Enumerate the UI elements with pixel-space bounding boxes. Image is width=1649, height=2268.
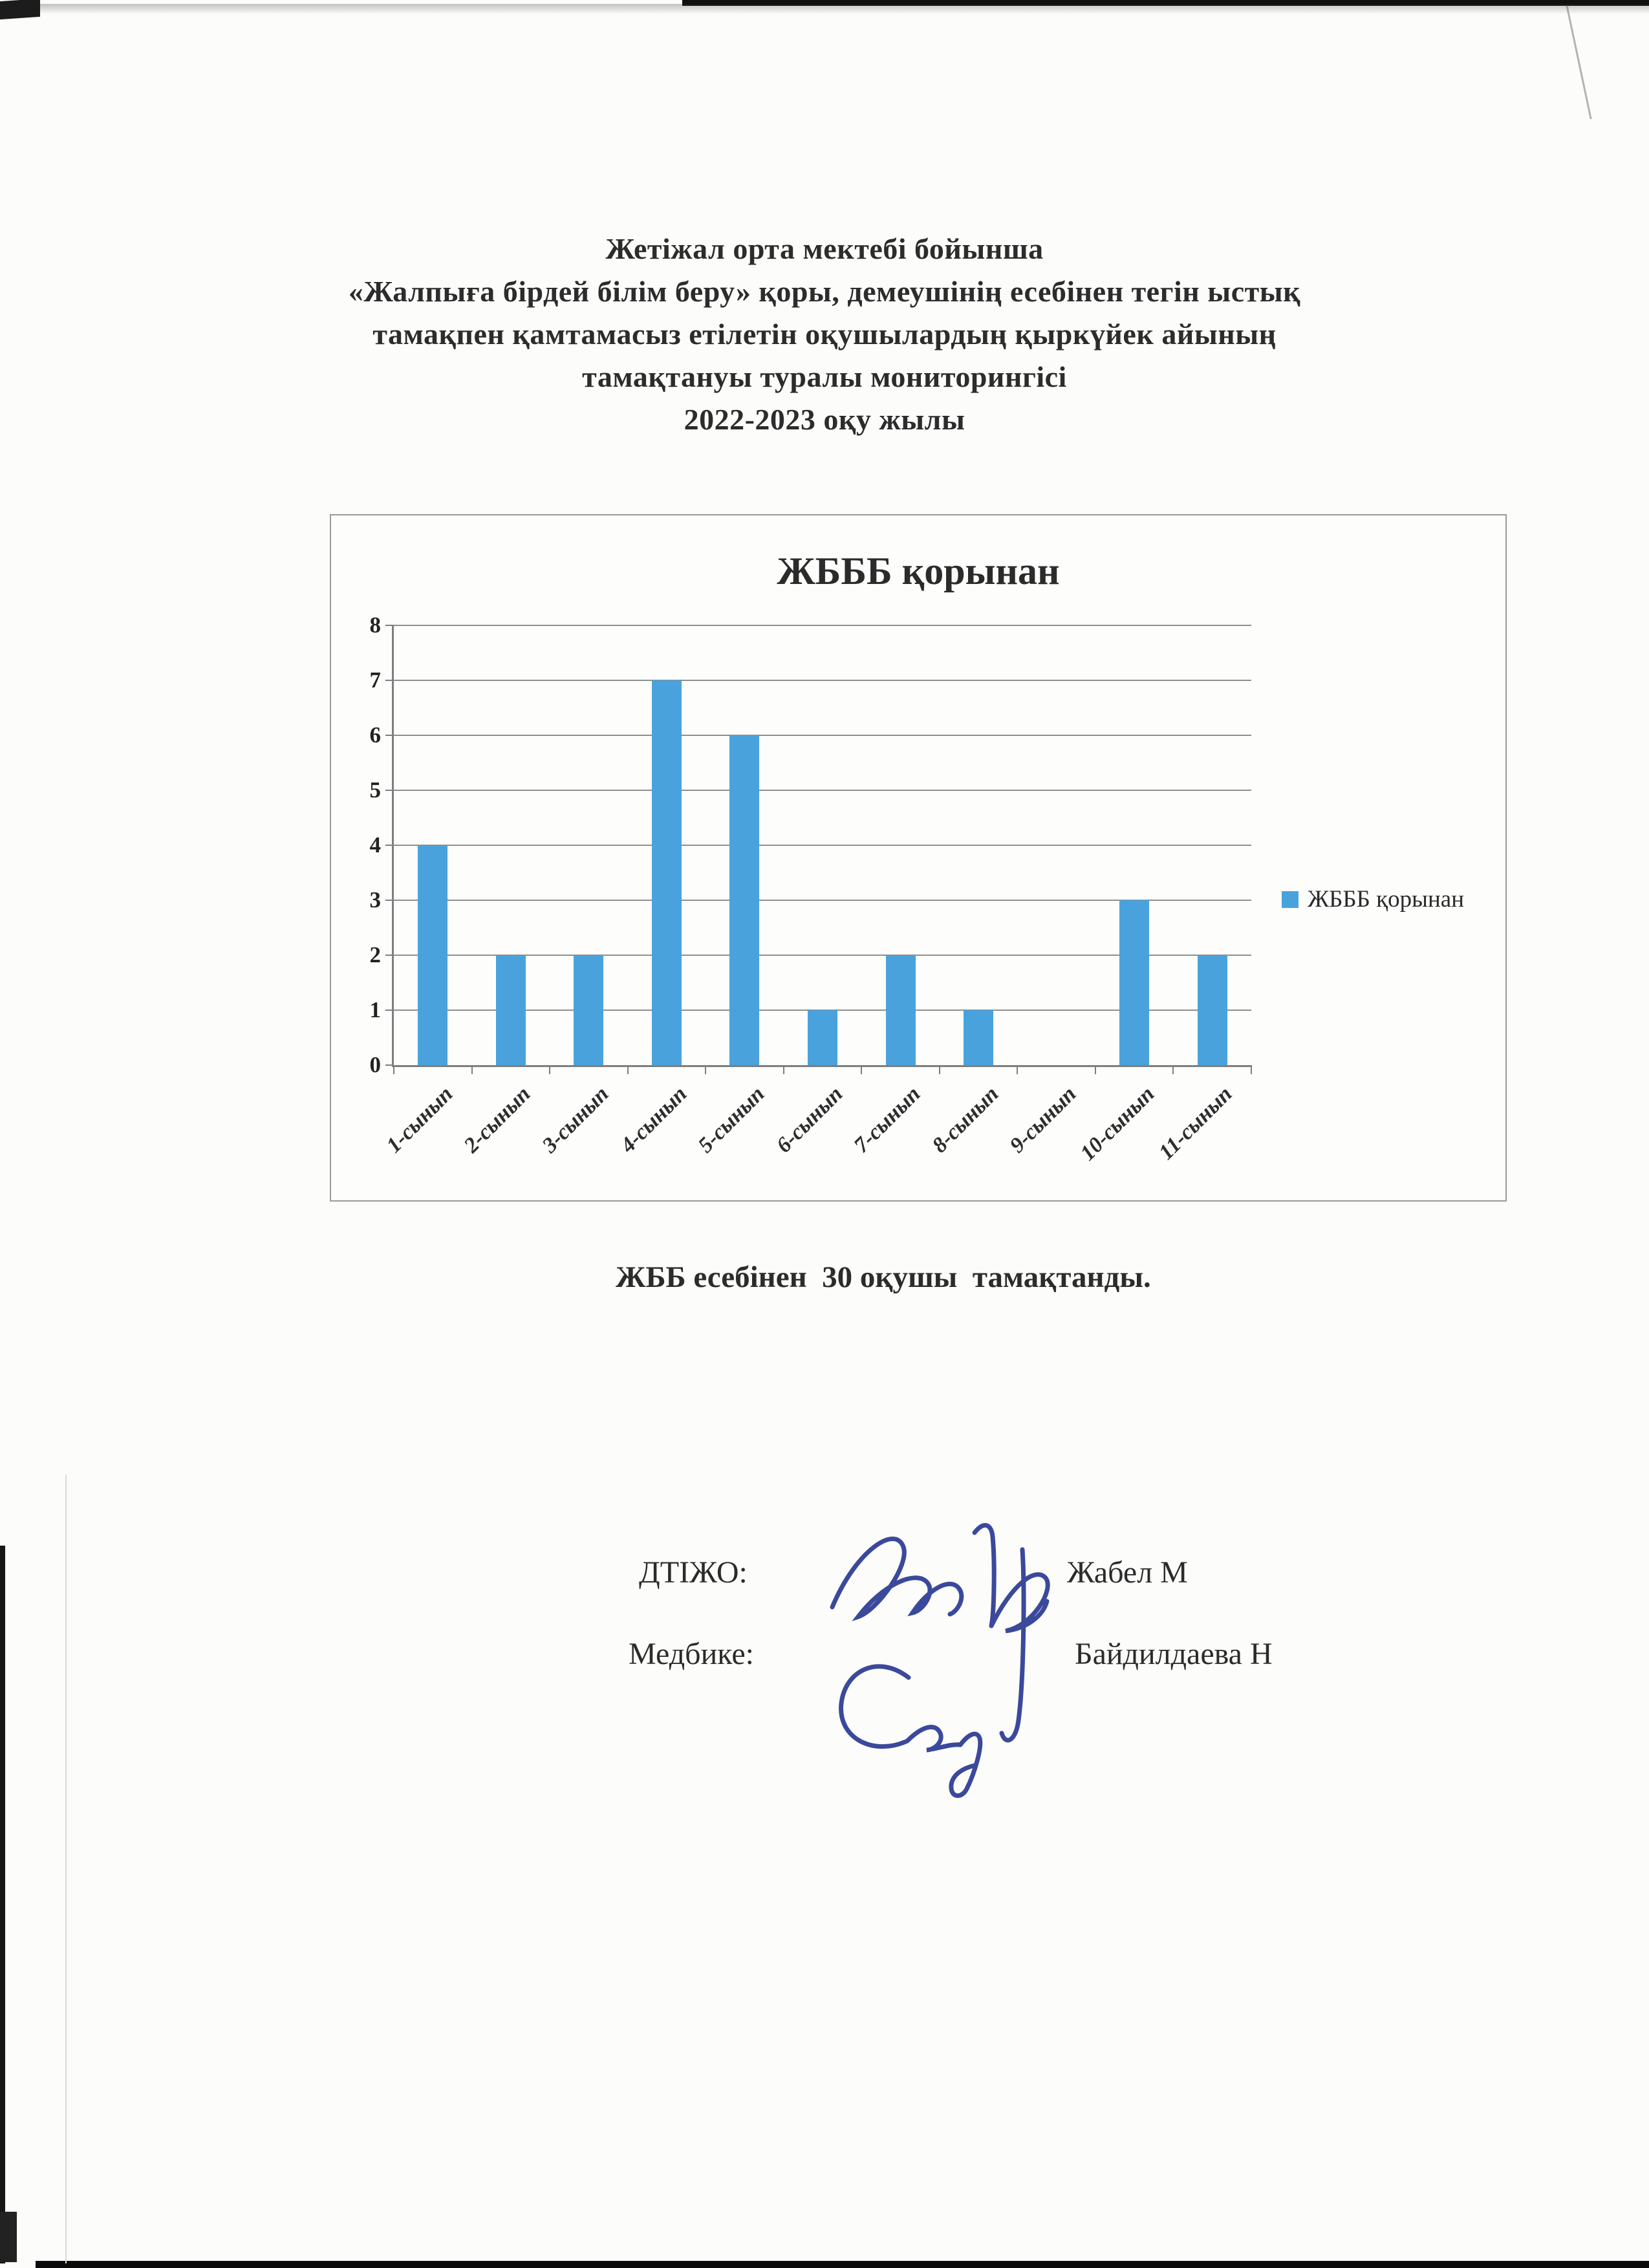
- title-line-4: тамақтануы туралы мониторингісі: [582, 360, 1067, 393]
- bar-7-сынып: [886, 955, 916, 1065]
- x-axis-label-3-сынып: 3-сынып: [537, 1082, 614, 1158]
- y-axis-label-1: 1: [369, 997, 381, 1022]
- gridline-y-4: [394, 845, 1251, 846]
- document-title: [0, 228, 1649, 441]
- y-axis-tick-5: [385, 790, 394, 791]
- x-axis-tick-4: [705, 1065, 706, 1074]
- bar-1-сынып: [418, 845, 447, 1065]
- x-axis-tick-1: [471, 1065, 473, 1074]
- legend-label: ЖБББ қорынан: [1308, 886, 1464, 913]
- x-axis-label-11-сынып: 11-сынып: [1154, 1082, 1237, 1165]
- x-axis-tick-8: [1017, 1065, 1018, 1074]
- x-axis-label-2-сынып: 2-сынып: [460, 1082, 536, 1158]
- x-axis-label-7-сынып: 7-сынып: [849, 1082, 925, 1158]
- bar-5-сынып: [729, 735, 759, 1065]
- x-axis-label-4-сынып: 4-сынып: [616, 1082, 692, 1158]
- x-axis-label-1-сынып: 1-сынып: [382, 1082, 458, 1158]
- y-axis-label-8: 8: [369, 612, 381, 638]
- x-axis-tick-0: [393, 1065, 394, 1074]
- y-axis-tick-6: [385, 735, 394, 736]
- y-axis-label-7: 7: [369, 667, 381, 693]
- legend-swatch-icon: [1282, 891, 1299, 908]
- y-axis-tick-7: [385, 680, 394, 681]
- x-axis-tick-11: [1251, 1065, 1252, 1074]
- y-axis-label-4: 4: [369, 832, 381, 858]
- scan-edge-top-shadow: [39, 4, 1649, 14]
- bar-10-сынып: [1119, 900, 1149, 1065]
- y-axis-label-0: 0: [369, 1052, 381, 1077]
- y-axis-tick-8: [385, 625, 394, 626]
- handwritten-signature-2: [812, 1636, 1031, 1804]
- gridline-y-7: [394, 680, 1251, 681]
- scan-edge-left: [0, 1546, 5, 2263]
- bar-4-сынып: [652, 680, 682, 1065]
- title-line-3: тамақпен қамтамасыз етілетін оқушылардың қыркүйек айының: [372, 318, 1277, 351]
- y-axis-label-2: 2: [369, 942, 381, 967]
- y-axis-label-3: 3: [369, 887, 381, 913]
- x-axis-tick-6: [861, 1065, 862, 1074]
- chart-legend: [1282, 885, 1464, 913]
- x-axis-label-8-сынып: 8-сынып: [927, 1082, 1004, 1158]
- x-axis-tick-9: [1095, 1065, 1096, 1074]
- x-axis-tick-2: [549, 1065, 550, 1074]
- x-axis-tick-10: [1172, 1065, 1174, 1074]
- y-axis-tick-4: [385, 845, 394, 846]
- x-axis-label-5-сынып: 5-сынып: [693, 1082, 770, 1158]
- x-axis-tick-3: [627, 1065, 629, 1074]
- bar-11-сынып: [1198, 955, 1227, 1065]
- note-text: ЖББ есебінен 30 оқушы тамақтанды.: [616, 1260, 1151, 1294]
- x-axis-tick-5: [783, 1065, 784, 1074]
- y-axis-tick-2: [385, 955, 394, 956]
- page-fold-line: [65, 1474, 67, 2263]
- x-axis-tick-7: [939, 1065, 940, 1074]
- bar-2-сынып: [496, 955, 526, 1065]
- title-line-1: Жетіжал орта мектебі бойынша: [605, 232, 1044, 265]
- gridline-y-8: [394, 625, 1251, 626]
- x-axis-label-6-сынып: 6-сынып: [771, 1082, 848, 1158]
- chart-plot-area: [369, 612, 1251, 1165]
- x-axis-label-9-сынып: 9-сынып: [1005, 1082, 1081, 1158]
- bar-3-сынып: [574, 955, 603, 1065]
- title-line-2: «Жалпыға бірдей білім беру» қоры, демеушінің есебінен тегін ыстық: [348, 275, 1301, 308]
- y-axis-label-5: 5: [369, 777, 381, 803]
- y-axis-tick-1: [385, 1010, 394, 1011]
- y-axis-tick-3: [385, 900, 394, 901]
- scan-edge-bottom: [36, 2261, 1649, 2268]
- signature-row-1-label: ДТІЖО:: [639, 1555, 748, 1590]
- x-axis-label-10-сынып: 10-сынып: [1075, 1082, 1159, 1165]
- bar-6-сынып: [808, 1010, 837, 1065]
- signature-row-1-name: Жабел М: [1067, 1555, 1188, 1590]
- scan-crease-line: [1566, 5, 1591, 120]
- title-line-5: 2022-2023 оқу жылы: [684, 403, 965, 436]
- gridline-y-6: [394, 735, 1251, 736]
- y-axis-label-6: 6: [369, 722, 381, 748]
- signature-row-2-name: Байдилдаева Н: [1075, 1637, 1273, 1671]
- chart-title: ЖБББ қорынан: [777, 550, 1060, 592]
- bar-chart: [330, 514, 1507, 1202]
- gridline-y-5: [394, 790, 1251, 791]
- bar-8-сынып: [964, 1010, 993, 1065]
- scan-edge-top-left: [0, 0, 40, 19]
- signature-row-2-label: Медбике:: [629, 1637, 755, 1671]
- scan-edge-left-lower: [0, 2212, 17, 2262]
